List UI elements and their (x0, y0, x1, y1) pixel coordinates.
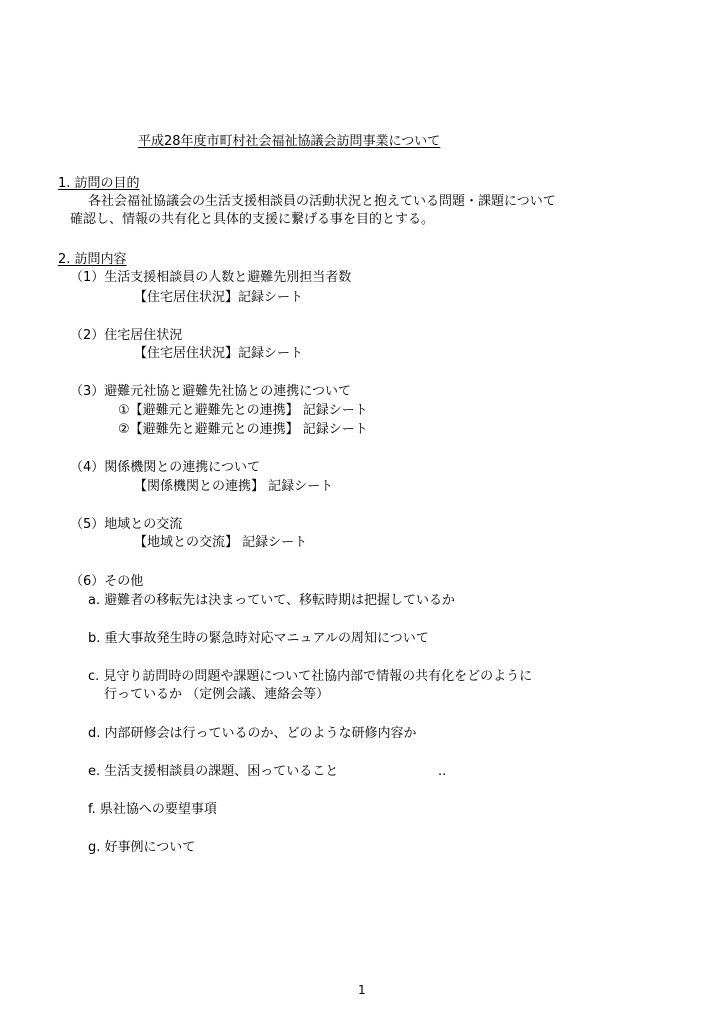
other-item-b: b. 重大事故発生時の緊急時対応マニュアルの周知について (88, 631, 429, 646)
other-item-f: f. 県社協への要望事項 (88, 802, 217, 817)
other-item-a: a. 避難者の移転先は決まっていて、移転時期は把握しているか (88, 593, 455, 608)
item-3-sheet: ②【避難先と避難元との連携】 記録シート (118, 422, 368, 437)
item-3-label: （3）避難元社協と避難先社協との連携について (70, 384, 352, 399)
item-1-label: （1）生活支援相談員の人数と避難先別担当者数 (70, 270, 352, 285)
document-title: 平成28年度市町村社会福祉協議会訪問事業について (138, 134, 441, 149)
item-4-sheet: 【関係機関との連携】 記録シート (134, 479, 334, 494)
item-5-sheet: 【地域との交流】 記録シート (134, 535, 308, 550)
item-1-sheet: 【住宅居住状況】記録シート (134, 290, 304, 305)
item-2-sheet: 【住宅居住状況】記録シート (134, 346, 304, 361)
section2-heading: 2. 訪問内容 (58, 252, 127, 267)
other-item-e: e. 生活支援相談員の課題、困っていること (88, 764, 339, 779)
other-item-g: g. 好事例について (88, 840, 196, 855)
item-3-sheet: ①【避難元と避難先との連携】 記録シート (118, 403, 368, 418)
other-item-c-continued: 行っているか （定例会議、連絡会等） (104, 687, 330, 702)
section1-heading: 1. 訪問の目的 (58, 176, 140, 191)
item-6-label: （6）その他 (70, 574, 144, 589)
stray-dots: .. (438, 764, 447, 779)
section1-body-line: 確認し、情報の共有化と具体的支援に繋げる事を目的とする。 (70, 212, 435, 227)
other-item-d: d. 内部研修会は行っているのか、どのような研修内容か (88, 726, 417, 741)
other-item-c: c. 見守り訪問時の問題や課題について社協内部で情報の共有化をどのように (88, 669, 533, 684)
item-2-label: （2）住宅居住状況 (70, 328, 183, 343)
section1-body-line: 各社会福祉協議会の生活支援相談員の活動状況と抱えている問題・課題について (88, 194, 556, 209)
item-5-label: （5）地域との交流 (70, 517, 183, 532)
item-4-label: （4）関係機関との連携について (70, 460, 261, 475)
page-number: 1 (358, 983, 366, 997)
